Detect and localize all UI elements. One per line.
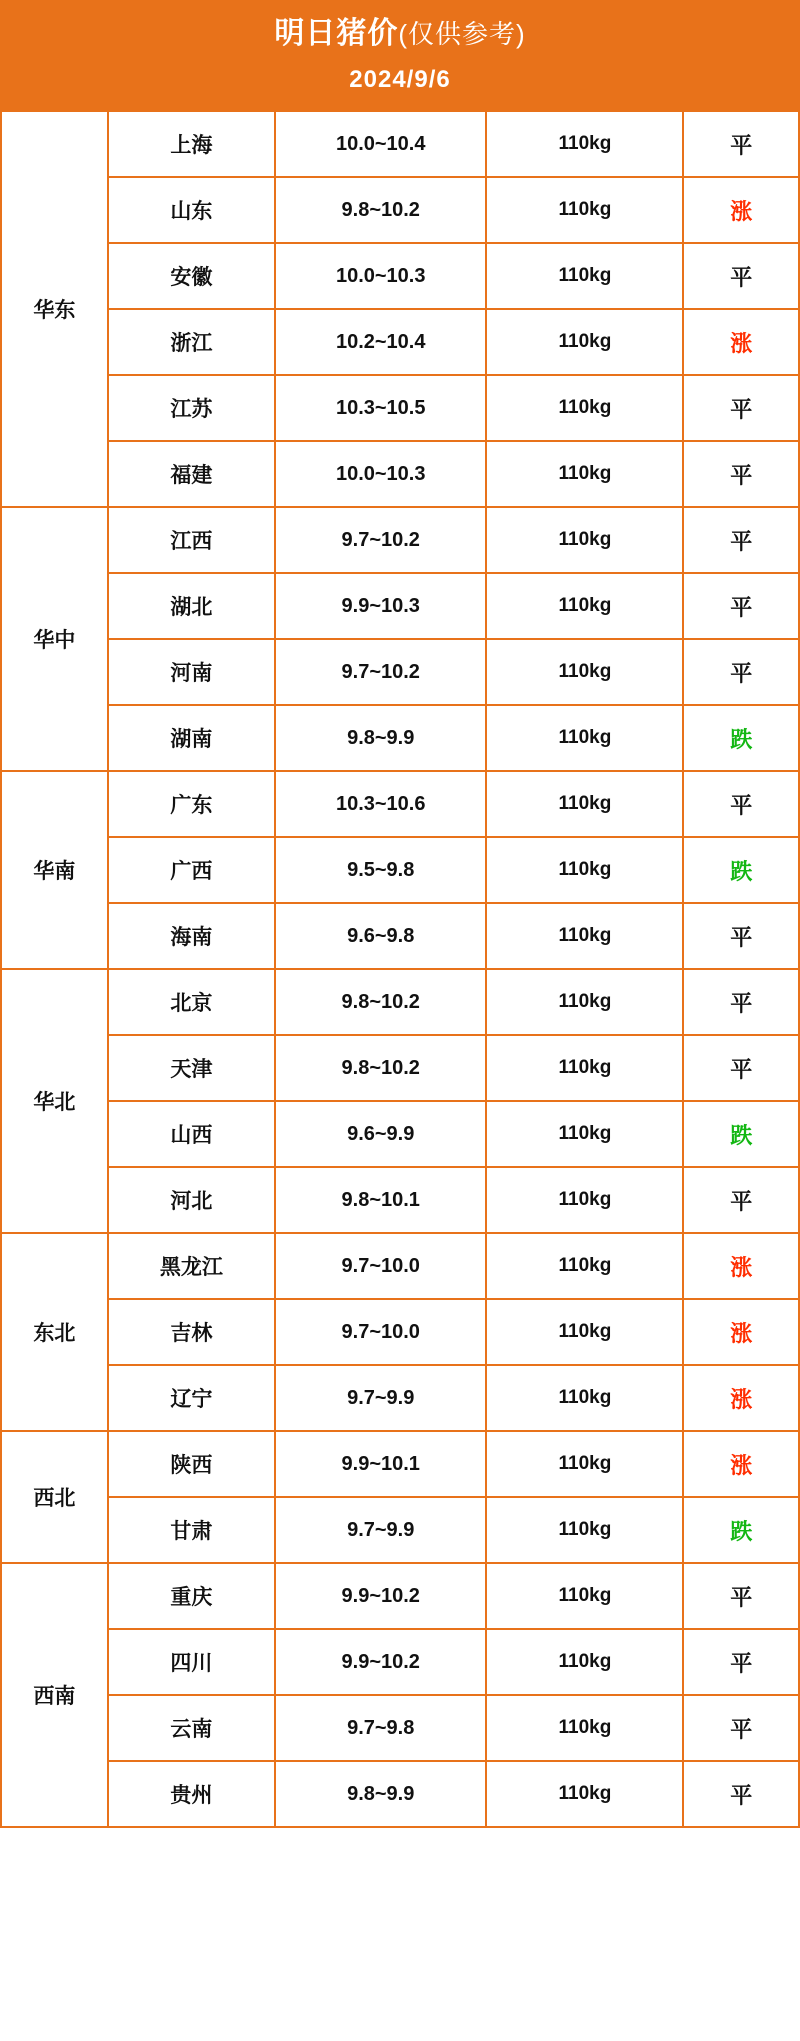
table-row (1, 705, 799, 771)
table-row (1, 375, 799, 441)
table-row (1, 639, 799, 705)
table-row (1, 1365, 799, 1431)
weight-cell: 110kg (486, 1497, 683, 1563)
price-cell: 9.6~9.8 (275, 903, 486, 969)
page-title (0, 16, 800, 52)
region-cell: 西北 (1, 1431, 108, 1563)
price-cell: 9.8~9.9 (275, 1761, 486, 1827)
trend-cell: 平 (683, 1761, 799, 1827)
table-row (1, 1563, 799, 1629)
price-cell: 10.3~10.5 (275, 375, 486, 441)
card-header (0, 0, 800, 58)
table-row (1, 1035, 799, 1101)
weight-cell: 110kg (486, 1035, 683, 1101)
province-cell: 河北 (108, 1167, 275, 1233)
province-cell: 北京 (108, 969, 275, 1035)
price-cell: 9.8~10.1 (275, 1167, 486, 1233)
table-row (1, 1629, 799, 1695)
trend-cell: 涨 (683, 1365, 799, 1431)
weight-cell: 110kg (486, 705, 683, 771)
province-cell: 山东 (108, 177, 275, 243)
table-row (1, 969, 799, 1035)
price-cell: 9.7~9.9 (275, 1497, 486, 1563)
province-cell: 湖南 (108, 705, 275, 771)
trend-cell: 跌 (683, 837, 799, 903)
price-cell: 9.8~10.2 (275, 969, 486, 1035)
price-cell: 9.9~10.2 (275, 1563, 486, 1629)
weight-cell: 110kg (486, 1299, 683, 1365)
report-date: 2024/9/6 (349, 66, 451, 93)
province-cell: 甘肃 (108, 1497, 275, 1563)
price-cell: 9.7~10.2 (275, 639, 486, 705)
trend-cell: 跌 (683, 1101, 799, 1167)
table-row (1, 1167, 799, 1233)
weight-cell: 110kg (486, 441, 683, 507)
province-cell: 江苏 (108, 375, 275, 441)
province-cell: 四川 (108, 1629, 275, 1695)
weight-cell: 110kg (486, 1629, 683, 1695)
price-table (0, 110, 800, 1828)
table-row (1, 771, 799, 837)
province-cell: 浙江 (108, 309, 275, 375)
province-cell: 海南 (108, 903, 275, 969)
province-cell: 上海 (108, 111, 275, 177)
weight-cell: 110kg (486, 573, 683, 639)
trend-cell: 平 (683, 1563, 799, 1629)
weight-cell: 110kg (486, 1233, 683, 1299)
price-cell: 9.7~10.0 (275, 1299, 486, 1365)
trend-cell: 平 (683, 573, 799, 639)
province-cell: 贵州 (108, 1761, 275, 1827)
price-cell: 9.7~9.9 (275, 1365, 486, 1431)
trend-cell: 跌 (683, 1497, 799, 1563)
province-cell: 江西 (108, 507, 275, 573)
weight-cell: 110kg (486, 1101, 683, 1167)
province-cell: 广东 (108, 771, 275, 837)
province-cell: 天津 (108, 1035, 275, 1101)
weight-cell: 110kg (486, 111, 683, 177)
table-row (1, 1695, 799, 1761)
province-cell: 辽宁 (108, 1365, 275, 1431)
trend-cell: 涨 (683, 1233, 799, 1299)
price-cell: 9.8~10.2 (275, 177, 486, 243)
table-row (1, 111, 799, 177)
price-cell: 9.9~10.3 (275, 573, 486, 639)
province-cell: 陕西 (108, 1431, 275, 1497)
table-row (1, 1761, 799, 1827)
weight-cell: 110kg (486, 771, 683, 837)
weight-cell: 110kg (486, 639, 683, 705)
weight-cell: 110kg (486, 1563, 683, 1629)
weight-cell: 110kg (486, 507, 683, 573)
table-row (1, 1497, 799, 1563)
province-cell: 广西 (108, 837, 275, 903)
table-row (1, 903, 799, 969)
trend-cell: 涨 (683, 177, 799, 243)
weight-cell: 110kg (486, 1167, 683, 1233)
trend-cell: 平 (683, 903, 799, 969)
price-cell: 9.7~9.8 (275, 1695, 486, 1761)
trend-cell: 平 (683, 1035, 799, 1101)
trend-cell: 跌 (683, 705, 799, 771)
price-cell: 9.7~10.0 (275, 1233, 486, 1299)
province-cell: 河南 (108, 639, 275, 705)
trend-cell: 平 (683, 1629, 799, 1695)
trend-cell: 涨 (683, 1299, 799, 1365)
weight-cell: 110kg (486, 837, 683, 903)
trend-cell: 涨 (683, 309, 799, 375)
price-cell: 9.8~9.9 (275, 705, 486, 771)
weight-cell: 110kg (486, 903, 683, 969)
region-cell: 华北 (1, 969, 108, 1233)
page-title-note: (仅供参考) (398, 19, 526, 49)
weight-cell: 110kg (486, 1365, 683, 1431)
table-row (1, 1101, 799, 1167)
province-cell: 湖北 (108, 573, 275, 639)
price-cell: 10.0~10.4 (275, 111, 486, 177)
weight-cell: 110kg (486, 243, 683, 309)
trend-cell: 平 (683, 771, 799, 837)
price-cell: 9.6~9.9 (275, 1101, 486, 1167)
province-cell: 安徽 (108, 243, 275, 309)
province-cell: 吉林 (108, 1299, 275, 1365)
trend-cell: 平 (683, 1695, 799, 1761)
trend-cell: 平 (683, 1167, 799, 1233)
province-cell: 重庆 (108, 1563, 275, 1629)
price-cell: 10.0~10.3 (275, 243, 486, 309)
table-row (1, 573, 799, 639)
province-cell: 云南 (108, 1695, 275, 1761)
table-row (1, 309, 799, 375)
price-cell: 10.2~10.4 (275, 309, 486, 375)
price-cell: 9.5~9.8 (275, 837, 486, 903)
weight-cell: 110kg (486, 309, 683, 375)
price-cell: 9.7~10.2 (275, 507, 486, 573)
weight-cell: 110kg (486, 969, 683, 1035)
table-row (1, 837, 799, 903)
trend-cell: 平 (683, 507, 799, 573)
trend-cell: 涨 (683, 1431, 799, 1497)
page-title-main: 明日猪价 (274, 17, 399, 50)
region-cell: 东北 (1, 1233, 108, 1431)
province-cell: 福建 (108, 441, 275, 507)
price-cell: 9.8~10.2 (275, 1035, 486, 1101)
weight-cell: 110kg (486, 375, 683, 441)
trend-cell: 平 (683, 375, 799, 441)
province-cell: 山西 (108, 1101, 275, 1167)
region-cell: 华中 (1, 507, 108, 771)
province-cell: 黑龙江 (108, 1233, 275, 1299)
table-row (1, 441, 799, 507)
weight-cell: 110kg (486, 1761, 683, 1827)
table-row (1, 243, 799, 309)
price-cell: 10.0~10.3 (275, 441, 486, 507)
trend-cell: 平 (683, 639, 799, 705)
trend-cell: 平 (683, 441, 799, 507)
region-cell: 华东 (1, 111, 108, 507)
region-cell: 西南 (1, 1563, 108, 1827)
price-cell: 9.9~10.2 (275, 1629, 486, 1695)
weight-cell: 110kg (486, 1431, 683, 1497)
table-row (1, 1299, 799, 1365)
region-cell: 华南 (1, 771, 108, 969)
trend-cell: 平 (683, 243, 799, 309)
weight-cell: 110kg (486, 177, 683, 243)
trend-cell: 平 (683, 969, 799, 1035)
price-cell: 9.9~10.1 (275, 1431, 486, 1497)
table-row (1, 507, 799, 573)
table-row (1, 1431, 799, 1497)
weight-cell: 110kg (486, 1695, 683, 1761)
card-subheader (0, 58, 800, 110)
price-cell: 10.3~10.6 (275, 771, 486, 837)
trend-cell: 平 (683, 111, 799, 177)
table-row (1, 1233, 799, 1299)
table-row (1, 177, 799, 243)
price-table-body (1, 111, 799, 1827)
